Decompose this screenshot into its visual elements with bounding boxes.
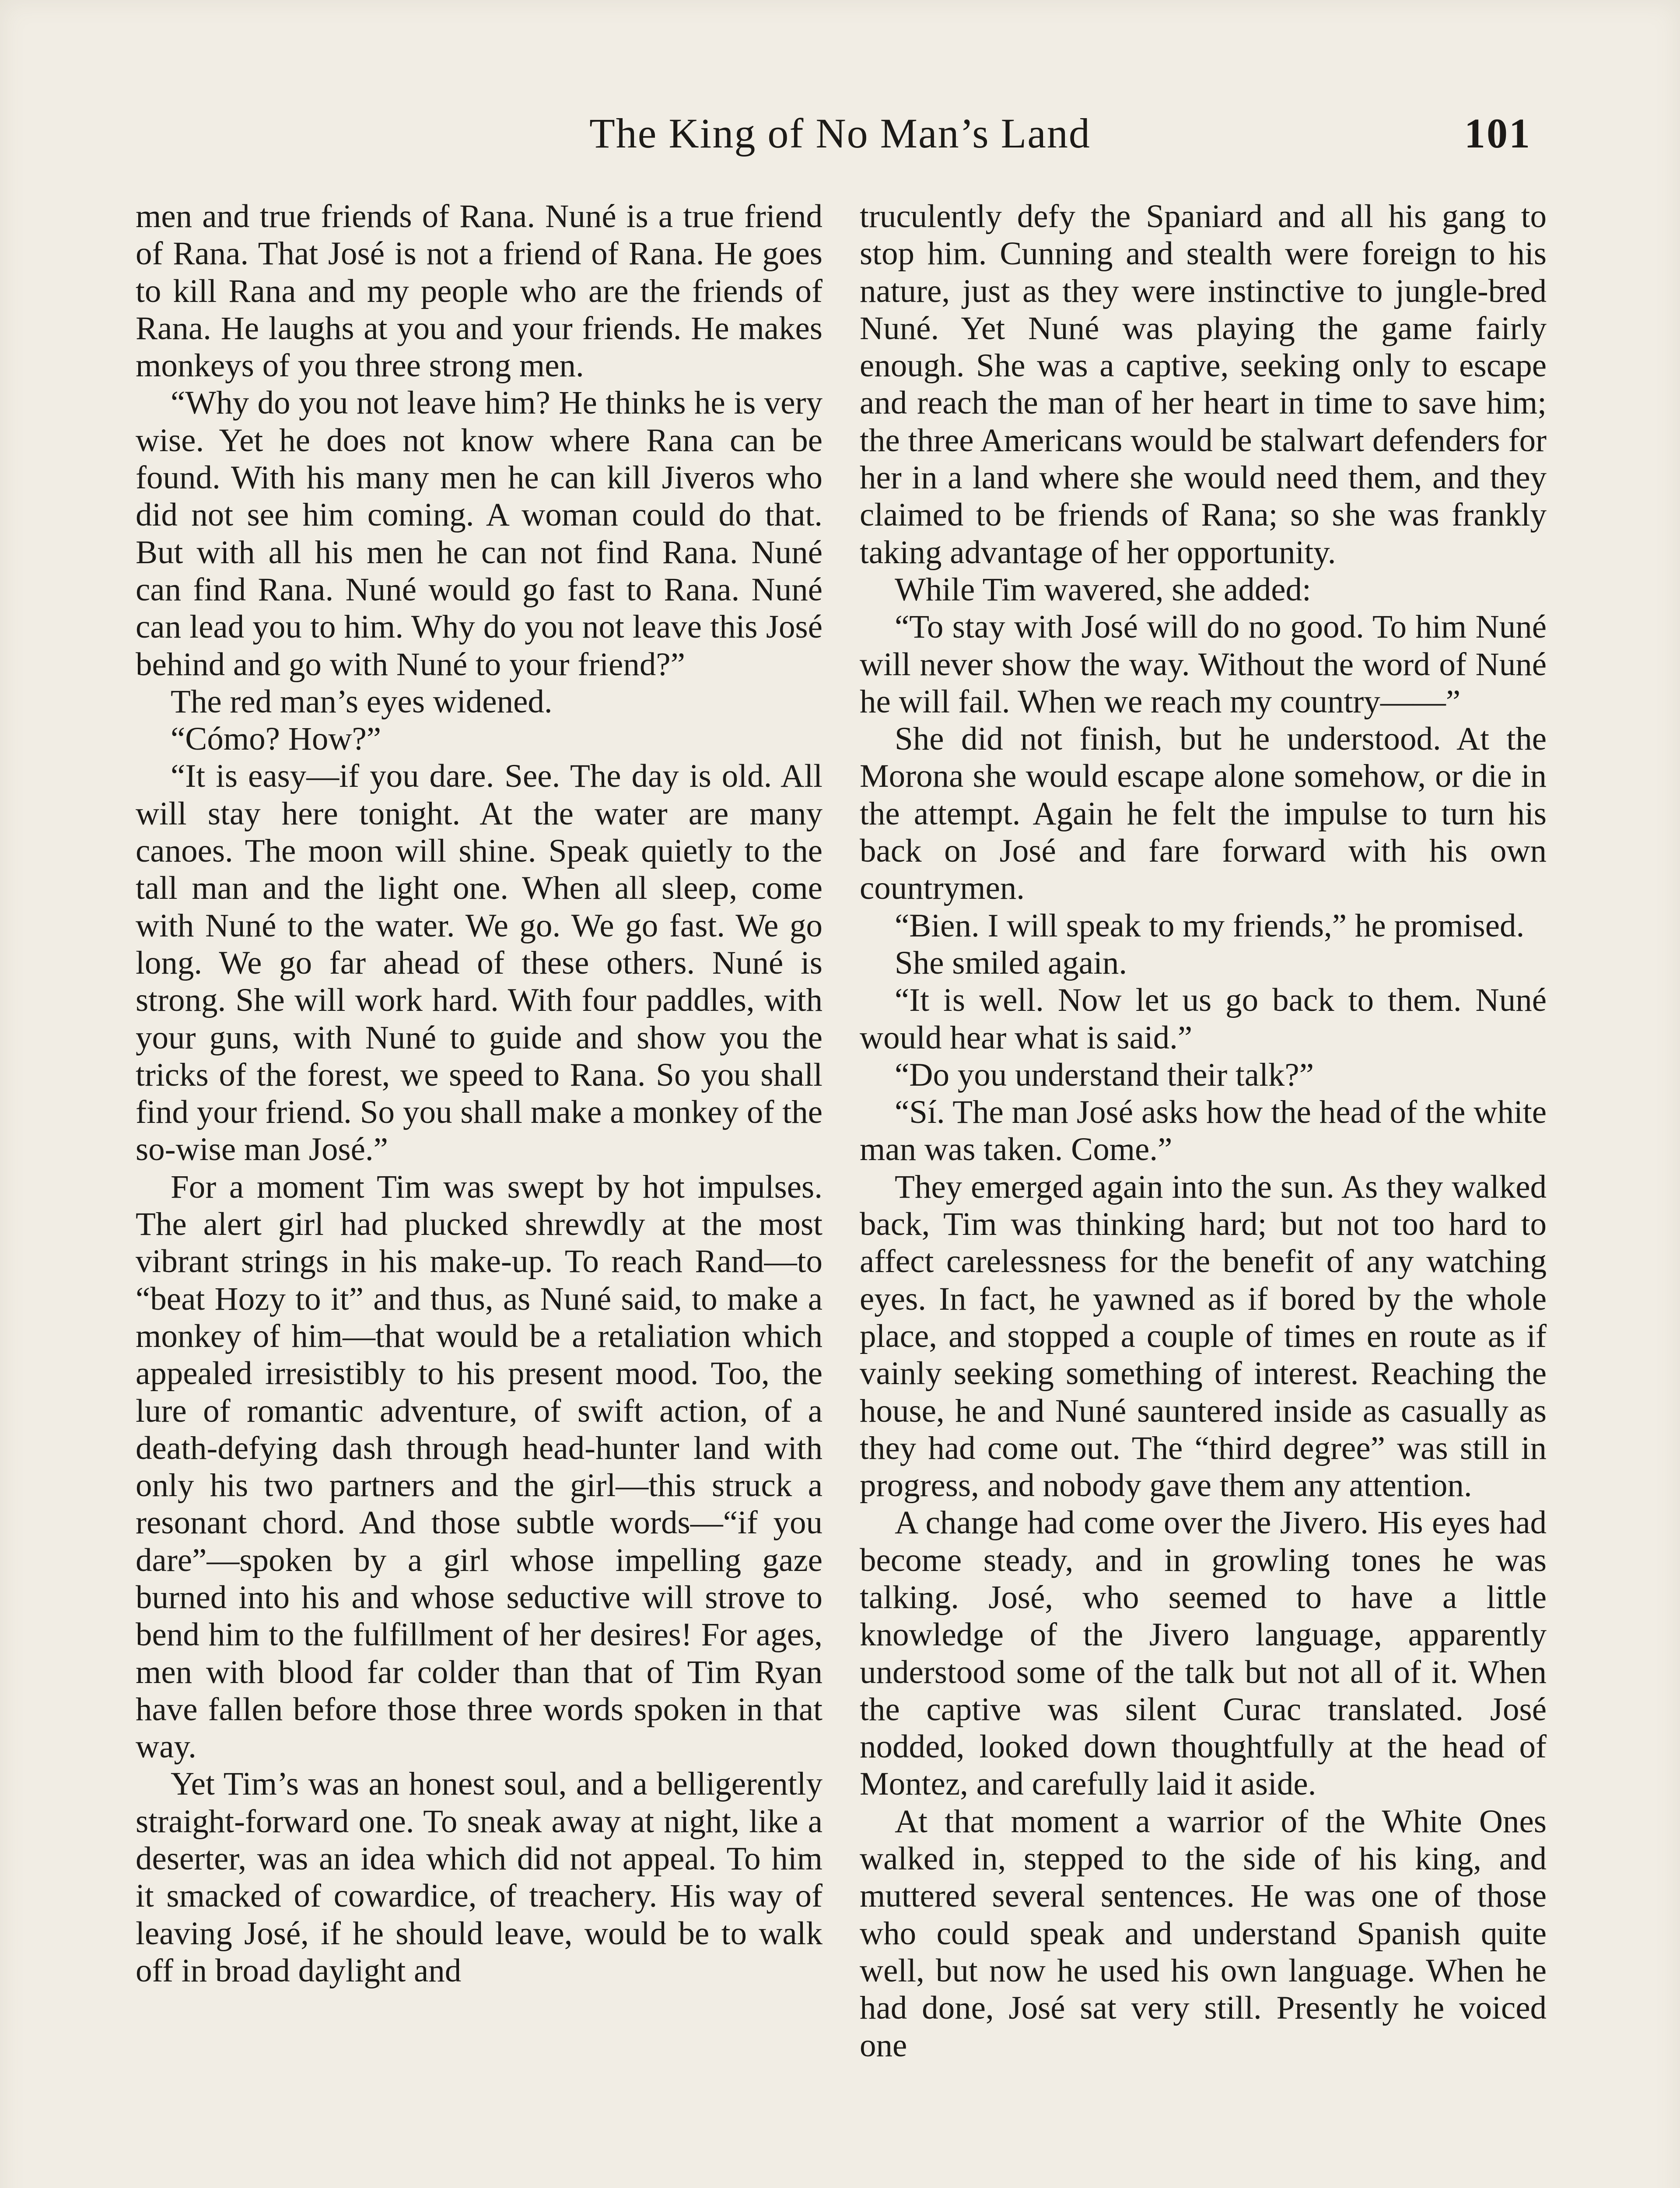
paragraph: “Cómo? How?”	[171, 721, 382, 757]
page-title: The King of No Man’s Land	[589, 110, 1091, 157]
paragraph: “It is well. Now let us go back to them. Nuné would hear what is said.”	[860, 982, 1547, 1056]
paragraph: She smiled again.	[895, 944, 1127, 981]
running-head	[131, 90, 1549, 177]
paragraph: A change had come over the Jivero. His eyes had become steady, and in growling tones he was talking. José, who seemed to have a little knowledge of the Jivero language, apparently understood some of the talk but not all of it. When the captive was silent Curac translated. José nodded, looked down thoughtfully at the head of Montez, and carefully laid it aside.	[860, 1504, 1547, 1802]
paragraph: truculently defy the Spaniard and all his gang to stop him. Cunning and stealth were foreign to his nature, just as they were instinctive to jungle-bred Nuné. Yet Nuné was playing the game fairly enough. She was a captive, seeking only to escape and reach the man of her heart in time to save him; the three Americans would be stalwart defenders for her in a land where she would need them, and they claimed to be friends of Rana; so she was frankly taking advantage of her opportunity.	[860, 198, 1547, 571]
paragraph: “It is easy—if you dare. See. The day is old. All will stay here tonight. At the water are many canoes. The moon will shine. Speak quietly to the tall man and the light one. When all sleep, come with Nuné to the water. We go. We go fast. We go long. We go far ahead of these others. Nuné is strong. She will work hard. With four paddles, with your guns, with Nuné to guide and show you the tricks of the forest, we speed to Rana. So you shall find your friend. So you shall make a monkey of the so-wise man José.”	[136, 758, 822, 1168]
page-number: 101	[1464, 110, 1531, 157]
paragraph: Yet Tim’s was an honest soul, and a belligerently straight-forward one. To sneak away at night, like a deserter, was an idea which did not appeal. To him it smacked of cowardice, of treachery. His way of leaving José, if he should leave, would be to walk off in broad daylight and	[136, 1766, 822, 1989]
paragraph: “Do you understand their talk?”	[895, 1056, 1314, 1093]
paragraph: men and true friends of Rana. Nuné is a true friend of Rana. That José is not a friend of Rana. He goes to kill Rana and my people who are the friends of Rana. He laughs at you and your friends. He makes monkeys of you three strong men.	[136, 198, 822, 384]
paragraph: “Why do you not leave him? He thinks he is very wise. Yet he does not know where Rana can be found. With his many men he can kill Jiveros who did not see him coming. A woman could do that. But with all his men he can not find Rana. Nuné can find Rana. Nuné would go fast to Rana. Nuné can lead you to him. Why do you not leave this José behind and go with Nuné to your friend?”	[136, 385, 822, 683]
paragraph: “Sí. The man José asks how the head of the white man was taken. Come.”	[860, 1094, 1547, 1168]
paragraph: While Tim wavered, she added:	[895, 571, 1311, 608]
paragraph: “Bien. I will speak to my friends,” he promised.	[895, 907, 1525, 944]
paragraph: They emerged again into the sun. As they walked back, Tim was thinking hard; but not too hard to affect carelessness for the benefit of any watching eyes. In fact, he yawned as if bored by the whole place, and stopped a couple of times en route as if vainly seeking something of interest. Reaching the house, he and Nuné sauntered inside as casually as they had come out. The “third degree” was still in progress, and nobody gave them any attention.	[860, 1168, 1547, 1504]
paragraph: At that moment a warrior of the White Ones walked in, stepped to the side of his king, and muttered several sentences. He was one of those who could speak and understand Spanish quite well, but now he used his own language. When he had done, José sat very still. Presently he voiced one	[860, 1803, 1547, 2064]
paragraph: The red man’s eyes widened.	[171, 683, 553, 720]
right-column	[860, 198, 1547, 2064]
left-column	[136, 198, 822, 1989]
paragraph: For a moment Tim was swept by hot impulses. The alert girl had plucked shrewdly at the most vibrant strings in his make-up. To reach Rand—to “beat Hozy to it” and thus, as Nuné said, to make a monkey of him—that would be a retaliation which appealed irresistibly to his present mood. Too, the lure of romantic adventure, of swift action, of a death-defying dash through head-hunter land with only his two partners and the girl—this struck a resonant chord. And those subtle words—“if you dare”—spoken by a girl whose impelling gaze burned into his and whose seductive will strove to bend him to the fulfillment of her desires! For ages, men with blood far colder than that of Tim Ryan have fallen before those three words spoken in that way.	[136, 1168, 822, 1765]
paragraph: She did not finish, but he understood. At the Morona she would escape alone somehow, or die in the attempt. Again he felt the impulse to turn his back on José and fare forward with his own countrymen.	[860, 721, 1547, 907]
paragraph: “To stay with José will do no good. To him Nuné will never show the way. Without the word of Nuné he will fail. When we reach my country——”	[860, 609, 1547, 720]
